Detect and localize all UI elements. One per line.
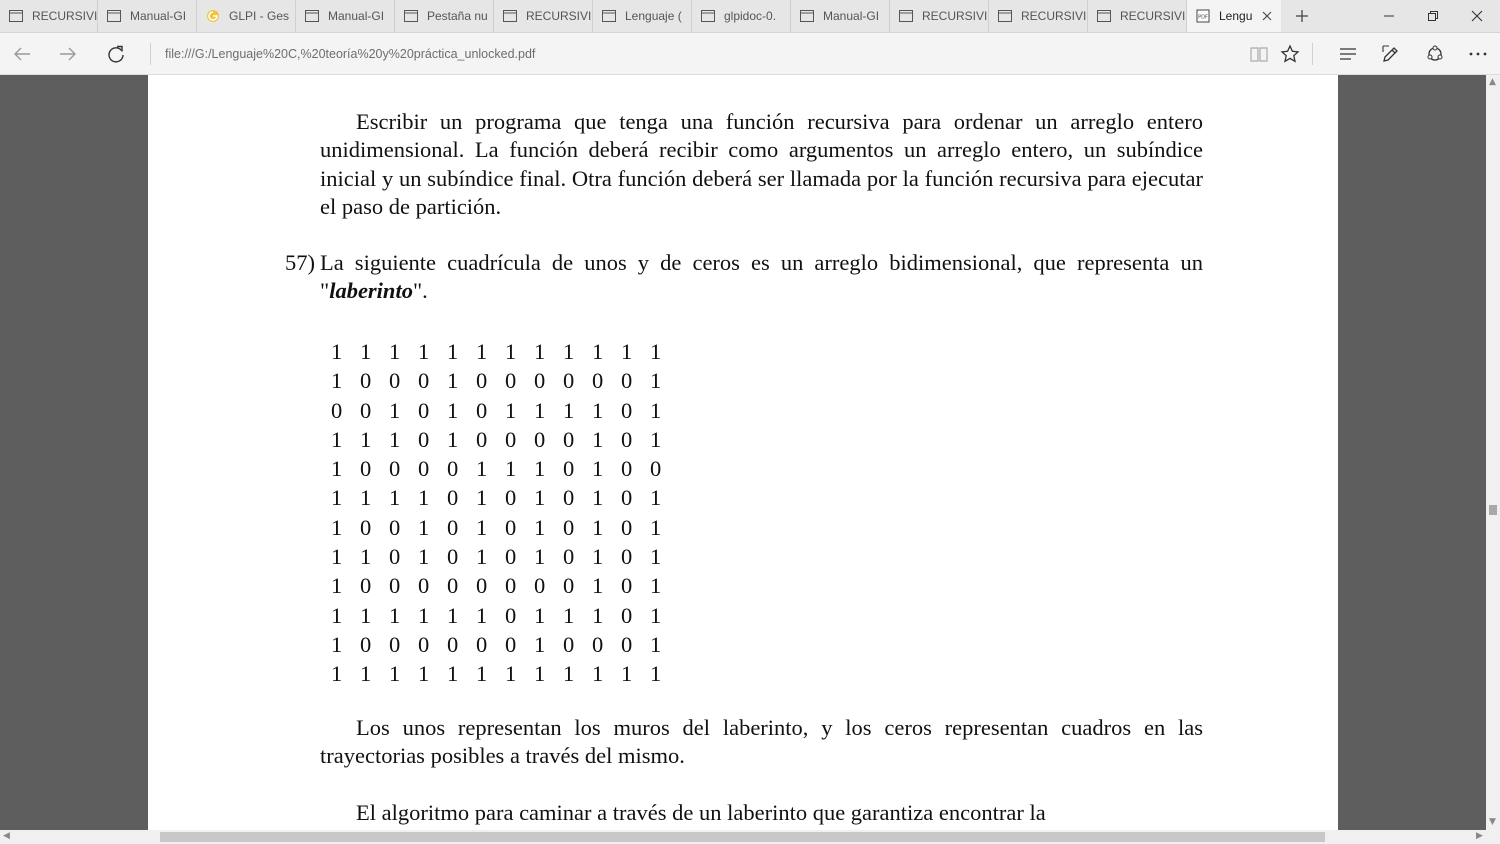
maze-cell: 1 [447, 397, 459, 423]
page-icon [898, 8, 914, 24]
maze-cell: 0 [476, 426, 488, 452]
maze-cell: 1 [360, 602, 372, 628]
maze-cell: 0 [621, 426, 633, 452]
question-text-end: ". [412, 278, 428, 304]
tab-title: RECURSIVI [32, 9, 97, 23]
glpi-icon [205, 8, 221, 24]
maze-cell: 0 [418, 631, 430, 657]
maze-cell: 0 [505, 573, 517, 599]
maze-cell: 1 [447, 661, 459, 687]
page-icon [106, 8, 122, 24]
maze-cell: 1 [650, 514, 662, 540]
paragraph-question-57 [320, 249, 1203, 306]
maze-cell: 1 [650, 426, 662, 452]
maze-row [331, 542, 679, 571]
scroll-left-icon[interactable]: ◀ [3, 831, 10, 841]
page-icon [304, 8, 320, 24]
maze-cell: 1 [476, 602, 488, 628]
maze-cell: 1 [650, 661, 662, 687]
maze-cell: 1 [389, 426, 401, 452]
vertical-scrollbar[interactable] [1486, 75, 1500, 830]
tab-5[interactable] [494, 0, 593, 32]
maze-cell: 0 [447, 485, 459, 511]
maze-cell: 0 [505, 602, 517, 628]
tab-3[interactable] [296, 0, 395, 32]
tab-0[interactable] [0, 0, 98, 32]
maze-cell: 1 [592, 426, 604, 452]
maze-cell: 1 [418, 602, 430, 628]
maze-cell: 1 [650, 602, 662, 628]
maze-cell: 0 [476, 368, 488, 394]
close-icon [1471, 10, 1483, 22]
maze-cell: 1 [476, 544, 488, 570]
maze-cell: 1 [534, 456, 546, 482]
maze-cell: 1 [447, 339, 459, 364]
maze-cell: 1 [447, 602, 459, 628]
maze-cell: 1 [505, 456, 517, 482]
maze-cell: 0 [621, 456, 633, 482]
maze-grid [331, 337, 679, 689]
paragraph-recursive-sort [320, 108, 1203, 221]
page-icon [601, 8, 617, 24]
maze-cell: 1 [331, 456, 343, 482]
tab-title: RECURSIVI [526, 9, 592, 23]
maze-cell: 0 [418, 573, 430, 599]
tab-9[interactable] [890, 0, 989, 32]
maze-cell: 1 [592, 573, 604, 599]
maze-cell: 0 [476, 631, 488, 657]
tab-1[interactable] [98, 0, 197, 32]
maze-cell: 1 [360, 426, 372, 452]
maze-cell: 1 [331, 573, 343, 599]
maze-cell: 0 [621, 397, 633, 423]
maze-cell: 0 [621, 602, 633, 628]
maze-cell: 0 [389, 514, 401, 540]
maze-cell: 1 [621, 339, 633, 364]
emphasis-text: laberinto [329, 278, 413, 304]
maze-row [331, 425, 679, 454]
maze-cell: 1 [592, 514, 604, 540]
maze-cell: 1 [331, 339, 343, 364]
maze-cell: 0 [331, 397, 343, 423]
restore-button[interactable] [1410, 0, 1456, 32]
maze-cell: 0 [621, 573, 633, 599]
maze-row [331, 571, 679, 600]
maze-cell: 0 [592, 368, 604, 394]
maze-cell: 0 [505, 426, 517, 452]
maze-cell: 1 [563, 661, 575, 687]
horizontal-scroll-thumb[interactable] [160, 832, 1325, 842]
paragraph-algorithm [320, 799, 1203, 827]
maze-cell: 0 [505, 485, 517, 511]
tab-title: Manual-GI [130, 9, 187, 23]
maze-cell: 1 [592, 456, 604, 482]
maze-cell: 0 [389, 631, 401, 657]
share-icon [1425, 44, 1445, 64]
tab-10[interactable] [989, 0, 1088, 32]
maze-cell: 1 [650, 368, 662, 394]
tab-close-button[interactable] [1259, 8, 1275, 24]
maze-cell: 0 [360, 397, 372, 423]
tab-8[interactable] [791, 0, 890, 32]
maze-cell: 1 [418, 514, 430, 540]
tab-title: Pestaña nu [427, 9, 488, 23]
maze-cell: 0 [563, 631, 575, 657]
share-button[interactable] [1419, 38, 1451, 70]
maze-cell: 1 [331, 544, 343, 570]
page-icon [502, 8, 518, 24]
scroll-right-icon[interactable]: ▶ [1476, 831, 1483, 841]
maze-cell: 1 [331, 631, 343, 657]
more-icon [1468, 44, 1488, 64]
maze-cell: 1 [650, 397, 662, 423]
pen-icon [1381, 44, 1401, 64]
maze-cell: 1 [360, 544, 372, 570]
maze-row [331, 483, 679, 512]
maze-cell: 1 [592, 602, 604, 628]
maze-cell: 1 [476, 485, 488, 511]
maze-cell: 1 [650, 573, 662, 599]
tab-2[interactable] [197, 0, 296, 32]
maze-cell: 1 [534, 339, 546, 364]
maze-cell: 1 [476, 339, 488, 364]
tab-12[interactable] [1187, 0, 1281, 32]
question-text: La siguiente cuadrícula de unos y de ceros es un arreglo bidimensional, que representa un " [320, 250, 1203, 304]
maze-cell: 1 [418, 485, 430, 511]
maze-cell: 1 [534, 602, 546, 628]
maze-cell: 1 [563, 397, 575, 423]
tab-title: Manual-GI [328, 9, 385, 23]
maze-cell: 1 [418, 339, 430, 364]
maze-cell: 0 [418, 368, 430, 394]
maze-cell: 1 [650, 339, 662, 364]
maze-row [331, 659, 679, 688]
tab-title: glpidoc-0. [724, 9, 777, 23]
maze-cell: 1 [534, 514, 546, 540]
close-icon [1262, 11, 1272, 21]
maze-cell: 1 [389, 602, 401, 628]
maze-cell: 0 [650, 456, 662, 482]
maze-cell: 1 [331, 368, 343, 394]
maze-cell: 0 [389, 368, 401, 394]
maze-cell: 0 [447, 456, 459, 482]
maze-cell: 0 [505, 514, 517, 540]
maze-row [331, 366, 679, 395]
maze-cell: 1 [389, 485, 401, 511]
maze-cell: 1 [650, 544, 662, 570]
tab-4[interactable] [395, 0, 494, 32]
pdf-page [148, 75, 1338, 830]
web-note-button[interactable] [1375, 38, 1407, 70]
maze-cell: 0 [563, 485, 575, 511]
maze-row [331, 513, 679, 542]
reading-view-button[interactable] [1243, 38, 1275, 70]
maze-cell: 1 [592, 397, 604, 423]
maze-cell: 1 [331, 514, 343, 540]
refresh-button[interactable] [100, 38, 132, 70]
arrow-right-icon [58, 44, 78, 64]
page-icon [403, 8, 419, 24]
arrow-left-icon [12, 44, 32, 64]
maze-cell: 0 [563, 426, 575, 452]
maze-cell: 1 [534, 397, 546, 423]
maze-cell: 0 [418, 426, 430, 452]
maze-cell: 0 [534, 426, 546, 452]
tab-title: Lengu [1219, 9, 1253, 23]
plus-icon [1295, 9, 1309, 23]
maze-cell: 0 [534, 368, 546, 394]
toolbar-separator [1312, 43, 1313, 65]
book-icon [1249, 44, 1269, 64]
tab-title: Lenguaje ( [625, 9, 682, 23]
maze-cell: 0 [389, 544, 401, 570]
maze-cell: 1 [476, 514, 488, 540]
maze-cell: 0 [360, 456, 372, 482]
paragraph-text: El algoritmo para caminar a través de un laberinto que garantiza encontrar la [356, 800, 1046, 825]
maze-cell: 0 [389, 456, 401, 482]
maze-cell: 1 [534, 544, 546, 570]
address-field[interactable]: file:///G:/Lenguaje%20C,%20teoría%20y%20práctica_unlocked.pdf [150, 43, 1240, 65]
maze-cell: 1 [534, 631, 546, 657]
close-window-button[interactable] [1454, 0, 1500, 32]
scroll-up-icon[interactable]: ▲ [1489, 77, 1496, 87]
maze-cell: 0 [447, 514, 459, 540]
maze-cell: 0 [476, 397, 488, 423]
maze-cell: 0 [592, 631, 604, 657]
horizontal-scrollbar[interactable] [0, 830, 1500, 844]
maze-cell: 0 [563, 573, 575, 599]
maze-cell: 0 [360, 514, 372, 540]
favorite-button[interactable] [1274, 38, 1306, 70]
maze-cell: 0 [447, 544, 459, 570]
maze-cell: 0 [505, 544, 517, 570]
maze-cell: 1 [331, 602, 343, 628]
more-button[interactable] [1462, 38, 1494, 70]
maze-cell: 1 [331, 661, 343, 687]
maze-cell: 0 [563, 514, 575, 540]
maze-cell: 1 [563, 602, 575, 628]
svg-text:PDF: PDF [1198, 14, 1208, 21]
maze-row [331, 601, 679, 630]
new-tab-button[interactable] [1290, 4, 1314, 28]
maze-cell: 1 [621, 661, 633, 687]
maze-cell: 0 [476, 573, 488, 599]
maze-cell: 1 [331, 485, 343, 511]
maze-cell: 1 [650, 485, 662, 511]
maze-cell: 1 [360, 661, 372, 687]
scroll-down-icon[interactable]: ▼ [1489, 817, 1496, 827]
maze-cell: 0 [418, 456, 430, 482]
maze-cell: 0 [621, 514, 633, 540]
maze-cell: 0 [360, 368, 372, 394]
maze-cell: 1 [534, 485, 546, 511]
hub-button[interactable] [1332, 38, 1364, 70]
tab-title: Manual-GI [823, 9, 880, 23]
page-icon [1096, 8, 1112, 24]
maze-cell: 1 [418, 661, 430, 687]
maze-cell: 1 [592, 339, 604, 364]
maze-cell: 0 [563, 456, 575, 482]
maze-cell: 0 [360, 631, 372, 657]
maze-cell: 1 [592, 485, 604, 511]
maze-cell: 1 [505, 661, 517, 687]
restore-icon [1427, 10, 1439, 22]
maze-cell: 0 [621, 485, 633, 511]
tab-11[interactable] [1088, 0, 1187, 32]
navigation-bar [0, 33, 1500, 75]
maze-cell: 1 [418, 544, 430, 570]
maze-cell: 0 [621, 368, 633, 394]
minimize-button[interactable] [1366, 0, 1412, 32]
maze-cell: 1 [389, 661, 401, 687]
maze-cell: 1 [505, 397, 517, 423]
page-icon [997, 8, 1013, 24]
maze-cell: 0 [418, 397, 430, 423]
tab-6[interactable] [593, 0, 692, 32]
hub-icon [1338, 44, 1358, 64]
page-icon [700, 8, 716, 24]
maze-cell: 0 [447, 573, 459, 599]
vertical-scroll-thumb[interactable] [1489, 505, 1497, 515]
maze-row [331, 630, 679, 659]
maze-cell: 1 [534, 661, 546, 687]
page-icon [8, 8, 24, 24]
refresh-icon [106, 44, 126, 64]
maze-cell: 1 [505, 339, 517, 364]
maze-cell: 0 [505, 368, 517, 394]
maze-cell: 0 [534, 573, 546, 599]
maze-cell: 0 [447, 631, 459, 657]
maze-cell: 1 [476, 456, 488, 482]
maze-cell: 0 [621, 631, 633, 657]
forward-button[interactable] [52, 38, 84, 70]
pdf-icon [1195, 8, 1211, 24]
tab-title: RECURSIVI [1021, 9, 1087, 23]
maze-row [331, 454, 679, 483]
maze-cell: 1 [389, 397, 401, 423]
maze-cell: 1 [592, 661, 604, 687]
star-icon [1280, 44, 1300, 64]
tab-title: RECURSIVI [922, 9, 988, 23]
maze-cell: 1 [360, 485, 372, 511]
maze-cell: 0 [563, 544, 575, 570]
maze-cell: 1 [476, 661, 488, 687]
maze-cell: 1 [389, 339, 401, 364]
maze-cell: 0 [621, 544, 633, 570]
tab-title: RECURSIVI [1120, 9, 1186, 23]
paragraph-maze-description [320, 714, 1203, 771]
maze-cell: 1 [331, 426, 343, 452]
maze-cell: 1 [592, 544, 604, 570]
page-icon [799, 8, 815, 24]
question-number: 57) [285, 250, 315, 275]
maze-cell: 0 [505, 631, 517, 657]
maze-row [331, 396, 679, 425]
maze-cell: 1 [360, 339, 372, 364]
maze-cell: 0 [389, 573, 401, 599]
maze-cell: 0 [563, 368, 575, 394]
paragraph-text: Los unos representan los muros del laberinto, y los ceros representan cuadros en las trayectorias posibles a través del mismo. [320, 715, 1203, 769]
tab-title: GLPI - Ges [229, 9, 290, 23]
maze-cell: 1 [447, 368, 459, 394]
maze-cell: 1 [650, 631, 662, 657]
paragraph-text: Escribir un programa que tenga una función recursiva para ordenar un arreglo entero unidimensional. La función deberá recibir como argumentos un arreglo entero, un subíndice inicial y un subíndice final. Otra función deberá ser llamada por la función recursiva para ejecutar el paso de partición. [320, 109, 1203, 219]
minimize-icon [1383, 10, 1395, 22]
maze-cell: 0 [360, 573, 372, 599]
maze-cell: 1 [563, 339, 575, 364]
maze-cell: 1 [447, 426, 459, 452]
maze-row [331, 337, 679, 366]
tab-7[interactable] [692, 0, 791, 32]
back-button[interactable] [6, 38, 38, 70]
